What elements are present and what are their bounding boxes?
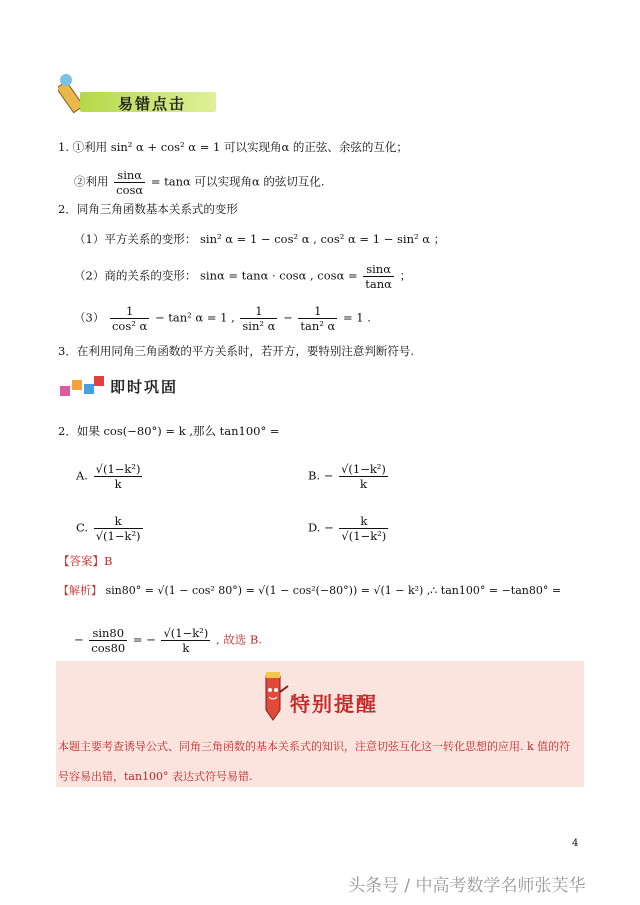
fraction (339, 462, 388, 491)
answer: 【答案】B (58, 554, 113, 568)
denominator: k (114, 477, 122, 491)
tip-line2: 号容易出错，tan100° 表达式符号易错. (58, 770, 253, 783)
fraction (240, 304, 277, 333)
option-label: A. (76, 468, 88, 483)
denominator: cos² α (111, 319, 148, 333)
item2-title: 2．同角三角函数基本关系式的变形 (58, 202, 238, 216)
formula: sin80° = √(1 − cos² 80°) = √(1 − cos²(−80°)) = √(1 − k²) ,∴ tan100° = −tan80° = (105, 584, 562, 597)
option-label: D. (308, 520, 321, 535)
denominator: sin² α (242, 319, 276, 333)
denominator: √(1−k²) (95, 529, 141, 543)
option-label: C. (76, 520, 89, 535)
numerator: 1 (110, 304, 149, 319)
tip-line1: 本题主要考查诱导公式、同角三角函数的基本关系式的知识，注意切弦互化这一转化思想的应用. k 值的符 (58, 740, 571, 753)
section-header-errors (58, 86, 218, 116)
text: ②利用 (74, 174, 109, 189)
formula: tan100° = (219, 424, 280, 438)
numerator: √(1−k²) (95, 462, 141, 476)
text: （2）商的关系的变形： (74, 268, 197, 283)
formula: = − (132, 632, 156, 647)
option-a (76, 462, 144, 491)
analysis-line1 (58, 582, 561, 600)
text: 2．如果 (58, 424, 100, 438)
analysis-line2 (74, 626, 263, 655)
denominator: cos80 (91, 641, 126, 655)
page-number: 4 (572, 838, 579, 849)
numerator: √(1−k²) (163, 626, 209, 640)
text: （1）平方关系的变形： (74, 232, 197, 246)
fraction (363, 262, 394, 291)
text: ； (399, 268, 412, 283)
fraction (110, 304, 149, 333)
tip-title: 特别提醒 (290, 692, 378, 716)
numerator: k (94, 514, 143, 529)
option-b (308, 462, 390, 491)
option-label: B. (308, 468, 321, 483)
formula: cos(−80°) = k (103, 424, 186, 438)
analysis-label: 【解析】 (58, 584, 102, 597)
numerator: sinα (114, 168, 145, 183)
fraction (114, 168, 145, 197)
text: 1. ①利用 (58, 140, 108, 154)
numerator: sinα (363, 262, 394, 277)
numerator: 1 (298, 304, 337, 319)
text: 可以实现角α 的正弦、余弦的互化； (223, 140, 408, 154)
denominator: tanα (365, 277, 392, 291)
sign: − (324, 520, 334, 535)
section-title: 易错点击 (118, 95, 187, 113)
fraction (339, 514, 388, 543)
watermark: 头条号 / 中高考数学名师张芙华 (348, 876, 586, 896)
denominator: cosα (116, 183, 144, 197)
item2-sub2 (74, 262, 412, 291)
denominator: k (360, 477, 367, 491)
denominator: tan² α (300, 319, 336, 333)
formula: = 1 . (342, 310, 371, 325)
text: 可以实现角α 的弦切互化. (194, 174, 325, 189)
numerator: √(1−k²) (341, 462, 386, 476)
section-title: 即时巩固 (110, 378, 179, 396)
section-header-practice (58, 372, 218, 402)
option-d (308, 514, 390, 543)
denominator: k (182, 641, 190, 655)
fraction (94, 514, 143, 543)
sign: − (74, 632, 84, 647)
formula: sin² α = 1 − cos² α , cos² α = 1 − sin² α ； (199, 232, 446, 246)
text: （3） (74, 310, 105, 325)
numerator: sin80 (89, 626, 127, 641)
option-c (76, 514, 145, 543)
formula: − tan² α = 1 , (154, 310, 235, 325)
question-stem (58, 422, 280, 440)
fraction (89, 626, 127, 655)
text: ,那么 (189, 424, 216, 438)
formula: − (283, 310, 293, 325)
item2-sub3 (74, 304, 371, 333)
formula: = tanα (150, 174, 191, 189)
fraction (161, 626, 210, 655)
denominator: √(1−k²) (341, 529, 387, 543)
fraction (94, 462, 143, 491)
fraction (298, 304, 337, 333)
squares-icon (58, 372, 108, 402)
item2-sub1 (74, 230, 445, 248)
numerator: k (339, 514, 388, 529)
sign: − (323, 468, 334, 483)
conclusion: , 故选 B. (215, 632, 263, 647)
numerator: 1 (240, 304, 277, 319)
item1-line1 (58, 138, 408, 156)
formula: sinα = tanα · cosα , cosα = (199, 268, 358, 283)
item3: 3．在利用同角三角函数的平方关系时，若开方，要特别注意判断符号. (58, 344, 414, 358)
formula: sin² α + cos² α = 1 (110, 140, 221, 154)
pencil-mascot-icon (256, 670, 290, 722)
